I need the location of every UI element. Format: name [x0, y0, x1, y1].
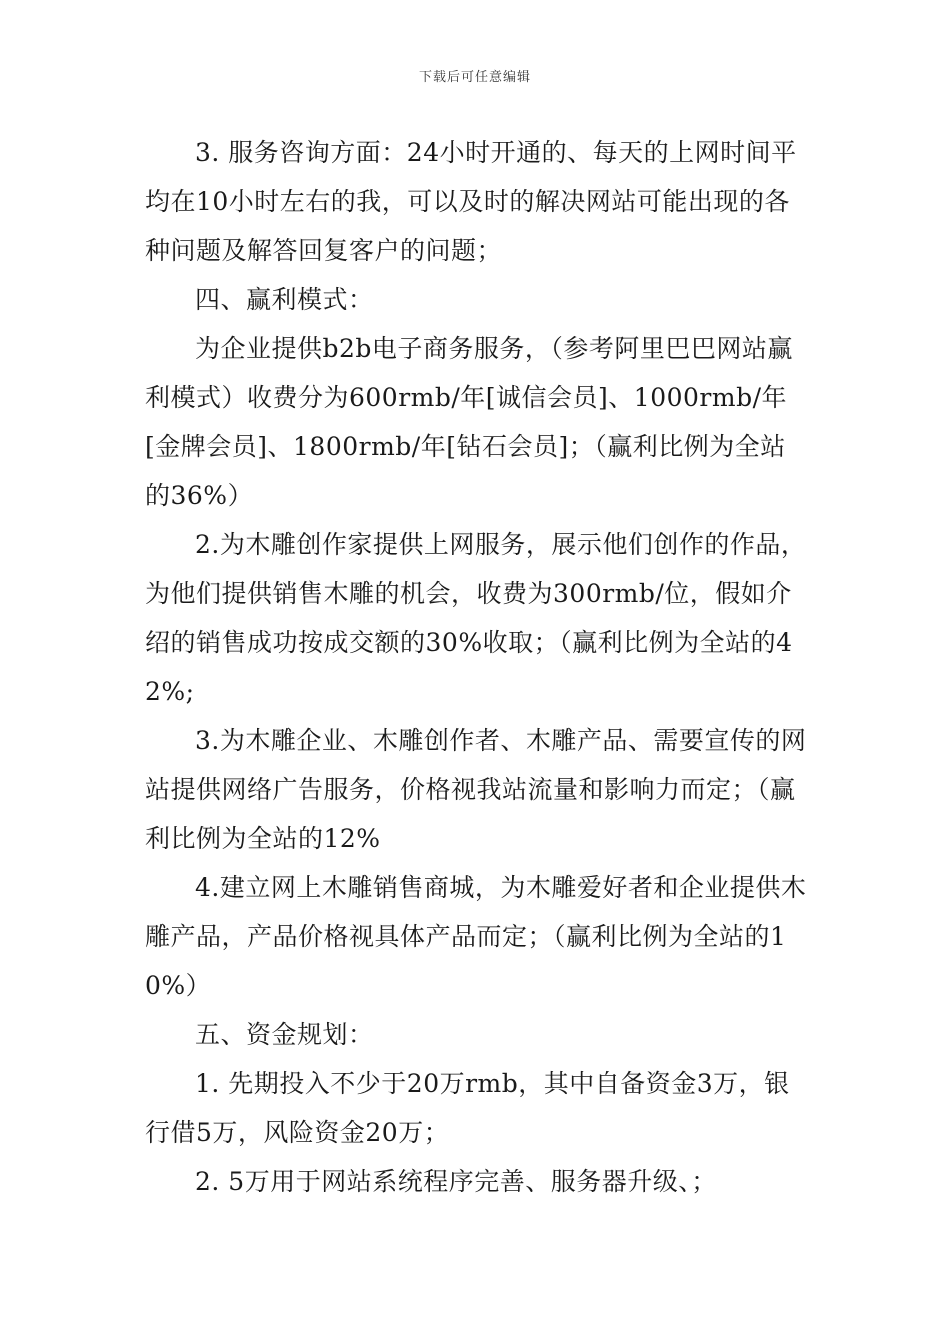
document-body: [145, 128, 810, 1206]
heading-profit-model: 四、赢利模式：: [195, 285, 374, 314]
paragraph-service-consulting: 3. 服务咨询方面：24小时开通的、每天的上网时间平均在10小时左右的我，可以及时的解决网站可能出现的各种问题及解答回复客户的问题；: [145, 138, 797, 265]
paragraph-initial-investment: 1. 先期投入不少于20万rmb，其中自备资金3万，银行借5万，风险资金20万；: [145, 1069, 790, 1147]
page-header: 下载后可任意编辑: [418, 70, 531, 85]
heading-funding-plan: 五、资金规划：: [195, 1020, 374, 1049]
paragraph-fund-usage: 2. 5万用于网站系统程序完善、服务器升级、；: [195, 1167, 717, 1196]
paragraph-b2b-service: 为企业提供b2b电子商务服务，（参考阿里巴巴网站赢利模式）收费分为600rmb/年[诚信会员]、1000rmb/年[金牌会员]、1800rmb/年[钻石会员]；（赢利比例为全站的36%）: [145, 334, 793, 510]
paragraph-artist-service: 2.为木雕创作家提供上网服务，展示他们创作的作品，为他们提供销售木雕的机会，收费为300rmb/位，假如介绍的销售成功按成交额的30%收取；（赢利比例为全站的42%;: [145, 530, 807, 706]
paragraph-advertising-service: 3.为木雕企业、木雕创作者、木雕产品、需要宣传的网站提供网络广告服务，价格视我站流量和影响力而定；（赢利比例为全站的12%: [145, 726, 807, 853]
paragraph-online-mall: 4.建立网上木雕销售商城，为木雕爱好者和企业提供木雕产品，产品价格视具体产品而定；（赢利比例为全站的10%）: [145, 873, 807, 1000]
